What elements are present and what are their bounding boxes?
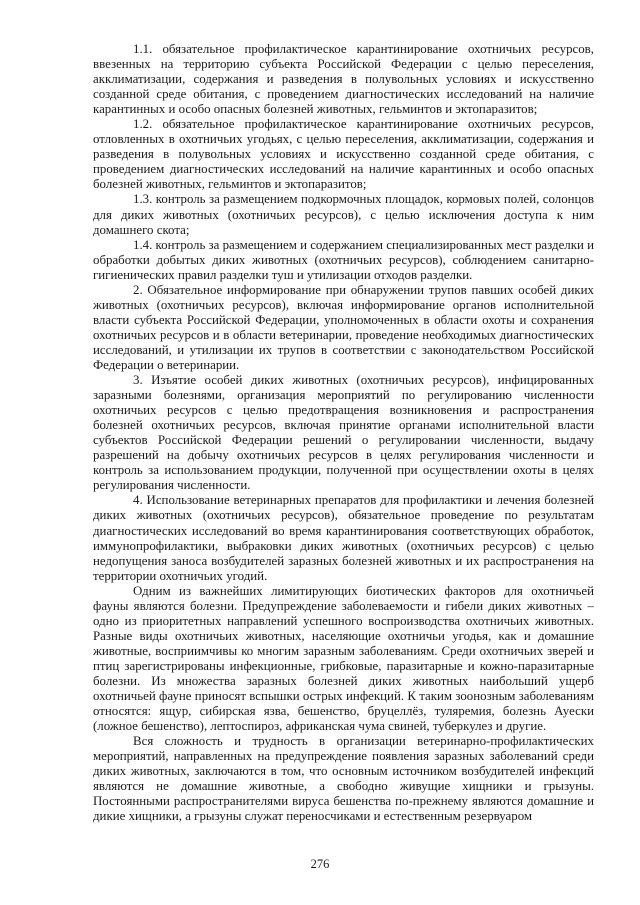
paragraph-4: 4. Использование ветеринарных препаратов для профилактики и лечения болезней диких животных (охотничьих ресурсов), обязательное проведение по результатам диагностических исследований во время карантинирования соответствующих обработок, иммунопрофилактики, выбраковки диких животных (охотничьих ресурсов) с целью недопущения заноса возбудителей заразных болезней животных и их распространения на территории охотничьих угодий. — [93, 493, 594, 583]
paragraph-2: 2. Обязательное информирование при обнаружении трупов павших особей диких животных (охотничьих ресурсов), включая информирование органов исполнительной власти субъекта Российской Федерации, уполномоченных в области охоты и сохранения охотничьих ресурсов и в области ветеринарии, проведение необходимых диагностических исследований, и утилизации их трупов в соответствии с законодательством Российской Федерации о ветеринарии. — [93, 282, 594, 372]
paragraph-1-2: 1.2. обязательное профилактическое карантинирование охотничьих ресурсов, отловленных в охотничьих угодьях, с целью переселения, акклиматизации, содержания и разведения в полувольных условиях и искусственно созданной среде обитания, с проведением диагностических исследований на наличие карантинных и особо опасных болезней животных, гельминтов и эктопаразитов; — [93, 117, 594, 192]
paragraph-diseases-overview: Одним из важнейших лимитирующих биотических факторов для охотничьей фауны являются болезни. Предупреждение заболеваемости и гибели диких животных – одно из приоритетных направлений успешного воспроизводства охотничьих животных. Разные виды охотничьих животных, населяющие охотничьи угодья, как и домашние животные, восприимчивы ко многим заразным заболеваниям. Среди охотничьих зверей и птиц зарегистрированы инфекционные, грибковые, паразитарные и кожно-паразитарные болезни. Из множества заразных болезней диких животных наибольший ущерб охотничьей фауне приносят вспышки острых инфекций. К таким зоонозным заболеваниям относятся: ящур, сибирская язва, бешенство, бруцеллёз, туляремия, болезнь Ауески (ложное бешенство), лептоспироз, африканская чума свиней, туберкулез и другие. — [93, 583, 594, 734]
paragraph-1-4: 1.4. контроль за размещением и содержанием специализированных мест разделки и обработки добытых диких животных (охотничьих ресурсов), соблюдением санитарно-гигиенических правил разделки туш и утилизации отходов разделки. — [93, 237, 595, 282]
paragraph-1-1: 1.1. обязательное профилактическое карантинирование охотничьих ресурсов, ввезенных на территорию субъекта Российской Федерации с целью переселения, акклиматизации, содержания и разведения в полувольных условиях и искусственно созданной среде обитания, с проведением диагностических исследований на наличие карантинных и особо опасных болезней животных, гельминтов и эктопаразитов; — [93, 42, 594, 117]
page-number: 276 — [310, 857, 330, 871]
paragraph-3: 3. Изъятие особей диких животных (охотничьих ресурсов), инфицированных заразными болезнями, организация мероприятий по регулированию численности охотничьих ресурсов с целью предотвращения возникновения и распространения болезней охотничьих ресурсов, включая принятие органами исполнительной власти субъектов Российской Федерации решений о регулировании численности, выдачу разрешений на добычу охотничьих ресурсов в целях регулирования численности и контроль за использованием продукции, полученной при осуществлении охоты в целях регулирования численности. — [93, 373, 594, 493]
paragraph-1-3: 1.3. контроль за размещением подкормочных площадок, кормовых полей, солонцов для диких животных (охотничьих ресурсов), с целью исключения доступа к ним домашнего скота; — [93, 192, 594, 237]
paragraph-difficulty: Вся сложность и трудность в организации ветеринарно-профилактических мероприятий, направленных на предупреждение появления заразных заболеваний среди диких животных, заключаются в том, что основным источником возбудителей инфекций являются не домашние животные, а свободно живущие хищники и грызуны. Постоянными распространителями вируса бешенства по-прежнему являются домашние и дикие хищники, а грызуны служат переносчиками и естественным резервуаром — [93, 734, 594, 824]
